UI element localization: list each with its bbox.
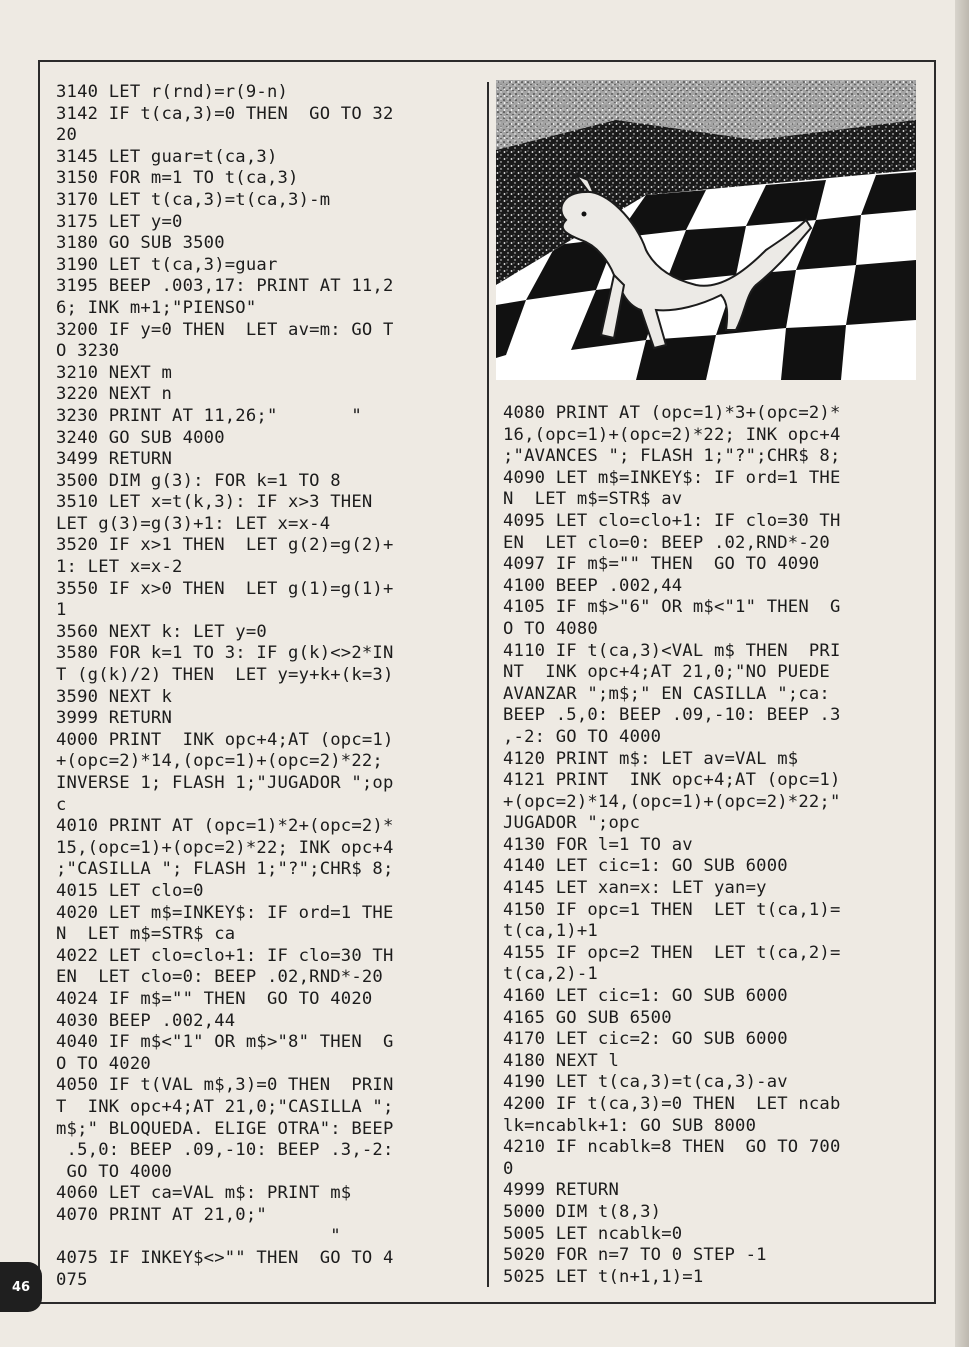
code-line: 16,(opc=1)+(opc=2)*22; INK opc+4 — [503, 424, 841, 445]
code-line: 3175 LET y=0 — [56, 211, 183, 232]
code-line: 3240 GO SUB 4000 — [56, 427, 225, 448]
code-line: 3210 NEXT m — [56, 362, 173, 383]
code-line: 4040 IF m$<"1" OR m$>"8" THEN G — [56, 1032, 394, 1053]
code-line: 4097 IF m$="" THEN GO TO 4090 — [503, 554, 820, 575]
code-line: 3220 NEXT n — [56, 384, 173, 405]
code-line: " — [56, 1226, 341, 1247]
code-line: 4140 LET cic=1: GO SUB 6000 — [503, 856, 788, 877]
code-line: 4022 LET clo=clo+1: IF clo=30 TH — [56, 945, 394, 966]
code-line: 15,(opc=1)+(opc=2)*22; INK opc+4 — [56, 837, 394, 858]
code-line: c — [56, 794, 67, 815]
code-line: 6; INK m+1;"PIENSO" — [56, 297, 257, 318]
code-line: 4170 LET cic=2: GO SUB 6000 — [503, 1029, 788, 1050]
code-line: INVERSE 1; FLASH 1;"JUGADOR ";op — [56, 773, 394, 793]
code-line: 4121 PRINT INK opc+4;AT (opc=1) — [503, 770, 841, 791]
code-line: N LET m$=STR$ av — [503, 489, 683, 510]
code-line: 20 — [56, 125, 78, 146]
code-line: JUGADOR ";opc — [503, 813, 641, 834]
code-line: 3170 LET t(ca,3)=t(ca,3)-m — [56, 189, 331, 210]
code-line: 3550 IF x>0 THEN LET g(1)=g(1)+ — [56, 578, 394, 599]
code-line: 4015 LET clo=0 — [56, 880, 204, 901]
code-line: 3190 LET t(ca,3)=guar — [56, 254, 278, 275]
code-line: .5,0: BEEP .09,-10: BEEP .3,-2: — [56, 1140, 394, 1161]
code-line: T (g(k)/2) THEN LET y=y+k+(k=3) — [56, 665, 394, 686]
code-line: t(ca,2)-1 — [503, 964, 598, 985]
code-line: O TO 4020 — [56, 1053, 151, 1074]
code-line: 5005 LET ncablk=0 — [503, 1223, 683, 1244]
code-line: 4200 IF t(ca,3)=0 THEN LET ncab — [503, 1094, 841, 1114]
code-line: 4155 IF opc=2 THEN LET t(ca,2)= — [503, 942, 841, 963]
code-line: 4120 PRINT m$: LET av=VAL m$ — [503, 748, 799, 769]
code-line: 4190 LET t(ca,3)=t(ca,3)-av — [503, 1072, 788, 1093]
code-line: +(opc=2)*14,(opc=1)+(opc=2)*22;" — [503, 791, 841, 812]
code-line: 4180 NEXT l — [503, 1050, 620, 1071]
code-line: 4000 PRINT INK opc+4;AT (opc=1) — [56, 729, 394, 750]
code-line: 4160 LET cic=1: GO SUB 6000 — [503, 986, 788, 1007]
code-line: 4210 IF ncablk=8 THEN GO TO 700 — [503, 1137, 841, 1158]
code-line: 3580 FOR k=1 TO 3: IF g(k)<>2*IN — [56, 643, 394, 664]
code-line: m$;" BLOQUEDA. ELIGE OTRA": BEEP — [56, 1118, 394, 1139]
code-listing-left — [56, 82, 394, 1291]
code-line: +(opc=2)*14,(opc=1)+(opc=2)*22; — [56, 751, 383, 772]
code-line: 4165 GO SUB 6500 — [503, 1007, 672, 1028]
code-line: ;"CASILLA "; FLASH 1;"?";CHR$ 8; — [56, 859, 394, 880]
code-line: 4110 IF t(ca,3)<VAL m$ THEN PRI — [503, 640, 841, 661]
code-line: 4100 BEEP .002,44 — [503, 575, 683, 596]
code-line: 4075 IF INKEY$<>"" THEN GO TO 4 — [56, 1248, 394, 1269]
code-line: 4105 IF m$>"6" OR m$<"1" THEN G — [503, 597, 841, 618]
code-line: NT INK opc+4;AT 21,0;"NO PUEDE — [503, 662, 830, 683]
code-line: 3560 NEXT k: LET y=0 — [56, 621, 267, 642]
page-number: 46 — [11, 1279, 31, 1295]
code-line: 0 — [503, 1158, 514, 1179]
code-line: 3590 NEXT k — [56, 686, 173, 707]
code-line: O 3230 — [56, 341, 120, 362]
code-line: 3180 GO SUB 3500 — [56, 233, 225, 254]
code-line: 4080 PRINT AT (opc=1)*3+(opc=2)* — [503, 403, 841, 423]
code-line: 3499 RETURN — [56, 449, 173, 470]
code-line: O TO 4080 — [503, 618, 598, 639]
code-line: 3999 RETURN — [56, 708, 173, 729]
code-line: 5020 FOR n=7 TO 0 STEP -1 — [503, 1245, 767, 1266]
code-line: 3145 LET guar=t(ca,3) — [56, 146, 278, 167]
code-line: 3140 LET r(rnd)=r(9-n) — [56, 82, 289, 102]
code-line: T INK opc+4;AT 21,0;"CASILLA "; — [56, 1096, 394, 1117]
code-line: 075 — [56, 1269, 88, 1290]
code-line: 5025 LET t(n+1,1)=1 — [503, 1266, 704, 1287]
code-line: 3200 IF y=0 THEN LET av=m: GO T — [56, 319, 394, 340]
code-line: 3150 FOR m=1 TO t(ca,3) — [56, 168, 299, 189]
code-line: 3195 BEEP .003,17: PRINT AT 11,2 — [56, 276, 394, 297]
code-line: EN LET clo=0: BEEP .02,RND*-20 — [56, 967, 383, 988]
code-line: LET g(3)=g(3)+1: LET x=x-4 — [56, 513, 331, 534]
code-line: EN LET clo=0: BEEP .02,RND*-20 — [503, 532, 830, 553]
code-line: 4095 LET clo=clo+1: IF clo=30 TH — [503, 510, 841, 531]
code-line: t(ca,1)+1 — [503, 921, 598, 942]
code-line: 4010 PRINT AT (opc=1)*2+(opc=2)* — [56, 816, 394, 837]
code-line: 4020 LET m$=INKEY$: IF ord=1 THE — [56, 902, 394, 923]
code-line: 3520 IF x>1 THEN LET g(2)=g(2)+ — [56, 535, 394, 556]
code-line: BEEP .5,0: BEEP .09,-10: BEEP .3 — [503, 705, 841, 726]
code-line: 3142 IF t(ca,3)=0 THEN GO TO 32 — [56, 103, 394, 124]
code-line: 3230 PRINT AT 11,26;" " — [56, 405, 362, 426]
code-line: 5000 DIM t(8,3) — [503, 1201, 662, 1222]
code-line: 4050 IF t(VAL m$,3)=0 THEN PRIN — [56, 1075, 394, 1096]
code-line: 1 — [56, 600, 67, 621]
code-line: 4024 IF m$="" THEN GO TO 4020 — [56, 988, 373, 1009]
code-line: GO TO 4000 — [56, 1161, 173, 1182]
code-line: 4130 FOR l=1 TO av — [503, 834, 693, 855]
code-line: 4999 RETURN — [503, 1180, 620, 1201]
code-line: AVANZAR ";m$;" EN CASILLA ";ca: — [503, 683, 830, 704]
dog-on-chessboard-illustration — [496, 80, 916, 380]
code-line: 3500 DIM g(3): FOR k=1 TO 8 — [56, 470, 341, 491]
illustration-svg — [496, 80, 916, 380]
code-line: 4090 LET m$=INKEY$: IF ord=1 THE — [503, 467, 841, 488]
code-line: N LET m$=STR$ ca — [56, 924, 236, 945]
code-line: 1: LET x=x-2 — [56, 557, 183, 578]
code-listing-right — [503, 403, 841, 1288]
code-line: ;"AVANCES "; FLASH 1;"?";CHR$ 8; — [503, 446, 841, 467]
code-line: 4145 LET xan=x: LET yan=y — [503, 878, 767, 899]
code-line: 4150 IF opc=1 THEN LET t(ca,1)= — [503, 899, 841, 920]
code-line: 3510 LET x=t(k,3): IF x>3 THEN — [56, 492, 373, 513]
code-line: 4030 BEEP .002,44 — [56, 1010, 236, 1031]
page-edge — [955, 0, 969, 1347]
code-line: 4060 LET ca=VAL m$: PRINT m$ — [56, 1183, 352, 1204]
code-line: lk=ncablk+1: GO SUB 8000 — [503, 1115, 757, 1136]
code-line: ,-2: GO TO 4000 — [503, 726, 662, 747]
page-number-badge — [0, 1262, 42, 1312]
code-line: 4070 PRINT AT 21,0;" — [56, 1204, 267, 1225]
column-divider — [487, 82, 489, 1287]
